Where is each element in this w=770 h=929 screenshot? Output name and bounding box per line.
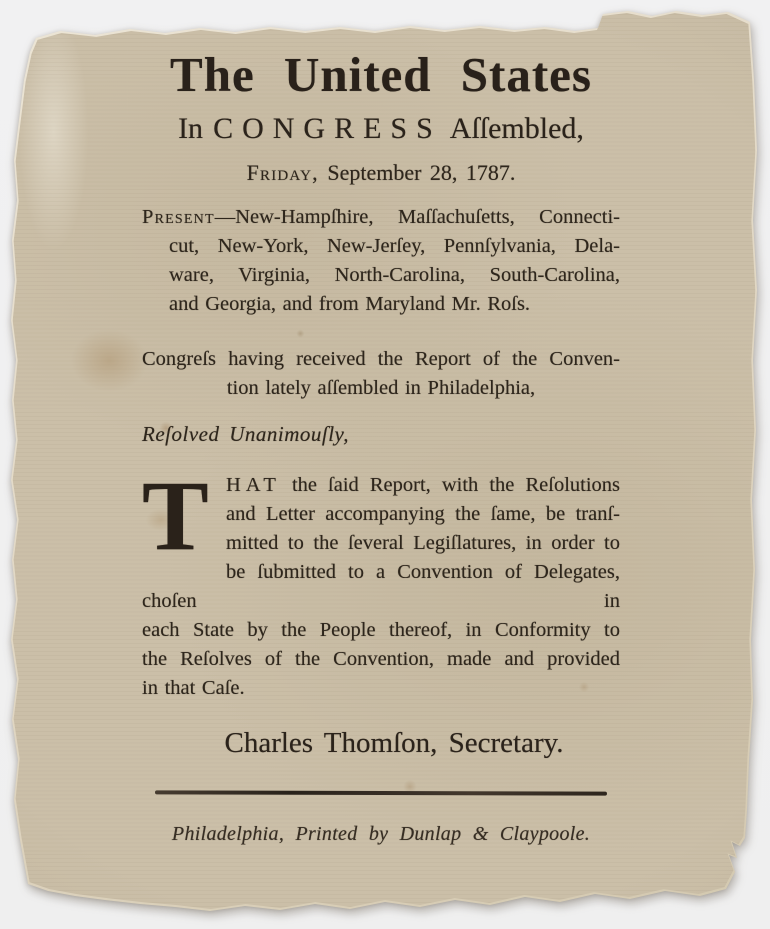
resolution-line-1-rest: the ſaid Report, with the Reſolutions (291, 474, 621, 496)
resolution-line-5: each State by the People thereof, in Conformity to (142, 619, 620, 641)
congress-heading-word: CONGRESS (213, 112, 442, 145)
resolution-line-4: be ſubmitted to a Convention of Delegates, choſen in (142, 561, 620, 612)
separator-rule (155, 790, 607, 795)
resolution-cap-rest: HAT (226, 474, 281, 496)
resolution-line-2: and Letter accompanying the ſame, be tranſ- (226, 503, 620, 525)
dateline-weekday: Friday, (246, 160, 319, 185)
resolution-line-7: in that Caſe. (142, 677, 245, 699)
present-label: Present (142, 206, 215, 228)
signature-line: Charles Thomſon, Secretary. (224, 727, 564, 759)
dateline (142, 160, 620, 186)
present-line-4: and Georgia, and from Maryland Mr. Roſs. (169, 293, 531, 315)
dateline-rest: September 28, 1787. (327, 160, 516, 185)
present-line-3: ware, Virginia, North-Carolina, South-Carolina, (169, 264, 620, 286)
resolution-paragraph (142, 460, 621, 703)
resolved-line: Reſolved Unanimouſly, (142, 422, 349, 446)
resolution-line-6: the Reſolves of the Convention, made and provided (142, 648, 620, 670)
congress-heading-prefix: In (178, 112, 204, 145)
present-paragraph (142, 203, 620, 319)
report-line-2: tion lately aſſembled in Philadelphia, (226, 377, 536, 399)
present-line-1 (142, 203, 620, 232)
report-line-1: Congreſs having received the Report of the Conven- (142, 348, 620, 370)
present-line-1-rest: —New-Hampſhire, Maſſachuſetts, Connecti- (214, 206, 620, 228)
congress-heading-suffix: Aſſembled, (449, 112, 584, 145)
imprint-line: Philadelphia, Printed by Dunlap & Claypoole. (171, 822, 591, 845)
document-title: The United States (170, 47, 592, 102)
document-content (142, 0, 620, 846)
present-line-2: cut, New-York, New-Jerſey, Pennſylvania, Dela- (169, 235, 620, 257)
report-paragraph (142, 345, 620, 403)
resolution-line-3: mitted to the ſeveral Legiſlatures, in order to (226, 532, 620, 554)
drop-cap-letter: T (142, 460, 209, 571)
congress-heading (142, 111, 620, 147)
